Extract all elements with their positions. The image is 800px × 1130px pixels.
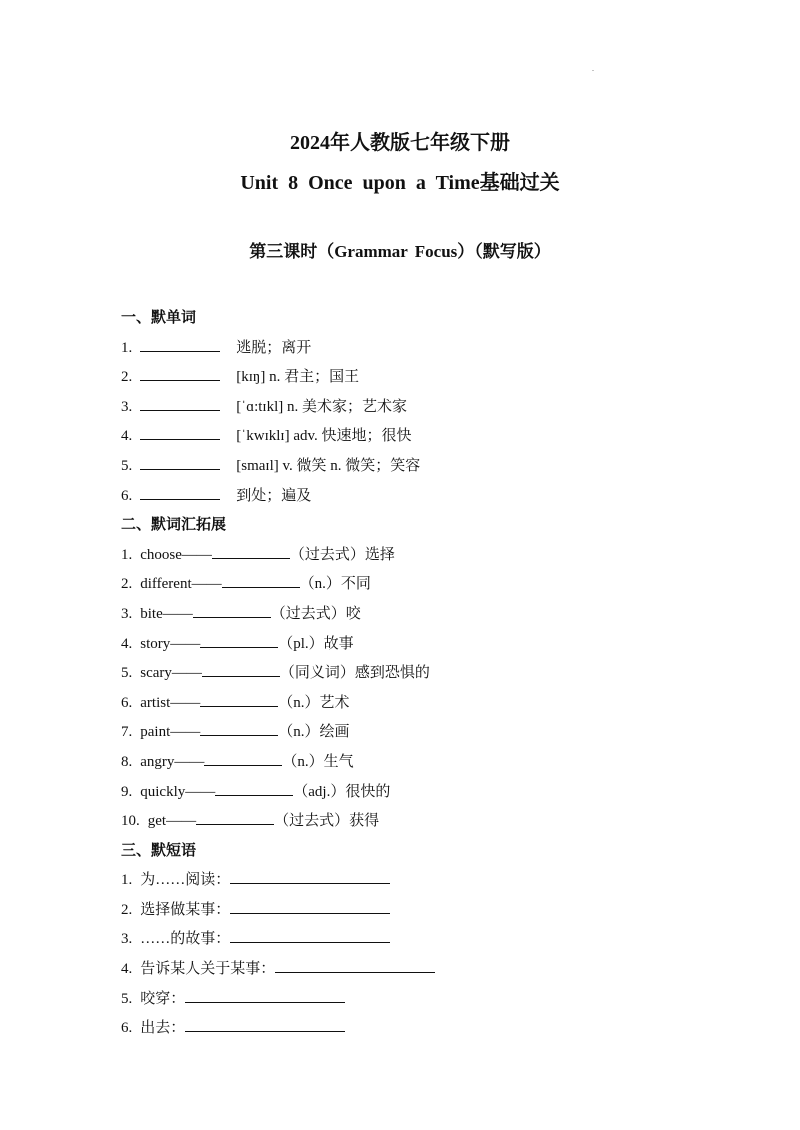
answer-blank[interactable] (140, 485, 220, 500)
answer-blank[interactable] (140, 396, 220, 411)
word-hint: （n.）艺术 (278, 694, 350, 711)
item-number: 3. (121, 931, 133, 948)
item-number: 4. (121, 428, 133, 445)
item-number: 5. (121, 665, 133, 682)
phrase-prompt: 出去： (140, 1020, 186, 1037)
base-word: scary—— (140, 665, 202, 682)
word-item (121, 452, 761, 482)
vocab-item (121, 748, 761, 778)
base-word: quickly—— (140, 783, 216, 800)
answer-blank[interactable] (185, 988, 345, 1003)
item-number: 5. (121, 990, 133, 1007)
vocab-item (121, 778, 761, 808)
vocab-item (121, 570, 761, 600)
word-hint: （过去式）咬 (270, 605, 361, 622)
answer-blank[interactable] (140, 366, 220, 381)
item-number: 6. (121, 487, 133, 504)
answer-blank[interactable] (222, 573, 300, 588)
answer-blank[interactable] (140, 425, 220, 440)
base-word: paint—— (140, 724, 201, 741)
answer-blank[interactable] (212, 544, 290, 559)
answer-blank[interactable] (230, 899, 390, 914)
word-hint: （过去式）获得 (274, 813, 380, 830)
answer-blank[interactable] (230, 928, 390, 943)
phrase-prompt: 告诉某人关于某事： (140, 961, 276, 978)
item-number: 2. (121, 369, 133, 386)
section-heading-words: 一、默单词 (121, 310, 197, 326)
word-item (121, 482, 761, 512)
word-hint: （pl.）故事 (278, 635, 354, 652)
phrase-item (121, 925, 761, 955)
answer-blank[interactable] (200, 692, 278, 707)
phrase-item (121, 955, 761, 985)
phrase-prompt: ……的故事： (140, 931, 231, 948)
item-number: 1. (121, 339, 133, 356)
vocab-item (121, 807, 761, 837)
answer-blank[interactable] (140, 337, 220, 352)
word-item (121, 393, 761, 423)
base-word: artist—— (140, 694, 201, 711)
item-number: 4. (121, 635, 133, 652)
base-word: choose—— (140, 546, 212, 563)
item-number: 5. (121, 457, 133, 474)
base-word: different—— (140, 576, 222, 593)
base-word: story—— (140, 635, 201, 652)
item-number: 3. (121, 398, 133, 415)
lesson-subtitle: 第三课时（Grammar Focus）（默写版） (249, 242, 551, 261)
word-item (121, 334, 761, 364)
answer-blank[interactable] (200, 633, 278, 648)
section-heading-vocab-expansion: 二、默词汇拓展 (121, 517, 227, 534)
answer-blank[interactable] (215, 781, 293, 796)
phrase-item (121, 896, 761, 926)
word-meaning: 到处；遍及 (236, 487, 312, 504)
word-hint: （过去式）选择 (289, 546, 395, 563)
word-meaning: [ˈɑ:tɪkl] n. 美术家；艺术家 (236, 398, 408, 415)
item-number: 7. (121, 724, 133, 741)
answer-blank[interactable] (202, 662, 280, 677)
phrase-item (121, 866, 761, 896)
page-title: 2024年人教版七年级下册 (290, 132, 510, 154)
word-hint: （adj.）很快的 (293, 783, 391, 800)
base-word: bite—— (140, 605, 193, 622)
answer-blank[interactable] (275, 958, 435, 973)
base-word: get—— (147, 813, 197, 830)
phrase-prompt: 选择做某事： (140, 901, 231, 918)
base-word: angry—— (140, 753, 205, 770)
item-number: 3. (121, 605, 133, 622)
phrase-prompt: 为……阅读： (140, 872, 231, 889)
item-number: 2. (121, 901, 133, 918)
worksheet-content (121, 304, 761, 1044)
word-hint: （n.）不同 (299, 576, 371, 593)
word-meaning: [smaɪl] v. 微笑 n. 微笑；笑容 (236, 457, 421, 474)
word-item (121, 363, 761, 393)
answer-blank[interactable] (196, 810, 274, 825)
word-meaning: [kɪŋ] n. 君主；国王 (236, 369, 360, 386)
vocab-item (121, 718, 761, 748)
word-item (121, 422, 761, 452)
item-number: 6. (121, 694, 133, 711)
corner-dot: . (592, 64, 594, 73)
word-meaning: 逃脱；离开 (236, 339, 312, 356)
phrase-item (121, 1014, 761, 1044)
answer-blank[interactable] (204, 751, 282, 766)
vocab-item (121, 541, 761, 571)
phrase-item (121, 985, 761, 1015)
item-number: 9. (121, 783, 133, 800)
vocab-item (121, 659, 761, 689)
item-number: 1. (121, 872, 133, 889)
phrase-prompt: 咬穿： (140, 990, 186, 1007)
item-number: 2. (121, 576, 133, 593)
answer-blank[interactable] (140, 455, 220, 470)
vocab-item (121, 630, 761, 660)
answer-blank[interactable] (185, 1017, 345, 1032)
item-number: 8. (121, 753, 133, 770)
item-number: 6. (121, 1020, 133, 1037)
answer-blank[interactable] (230, 869, 390, 884)
section-heading-phrases: 三、默短语 (121, 842, 197, 859)
answer-blank[interactable] (193, 603, 271, 618)
unit-title: Unit 8 Once upon a Time基础过关 (240, 172, 560, 194)
word-hint: （n.）生气 (282, 753, 354, 770)
word-hint: （同义词）感到恐惧的 (279, 665, 430, 682)
word-hint: （n.）绘画 (278, 724, 350, 741)
vocab-item (121, 689, 761, 719)
answer-blank[interactable] (200, 721, 278, 736)
item-number: 4. (121, 961, 133, 978)
item-number: 1. (121, 546, 133, 563)
item-number: 10. (121, 813, 140, 830)
word-meaning: [ˈkwɪklɪ] adv. 快速地；很快 (236, 428, 412, 445)
vocab-item (121, 600, 761, 630)
